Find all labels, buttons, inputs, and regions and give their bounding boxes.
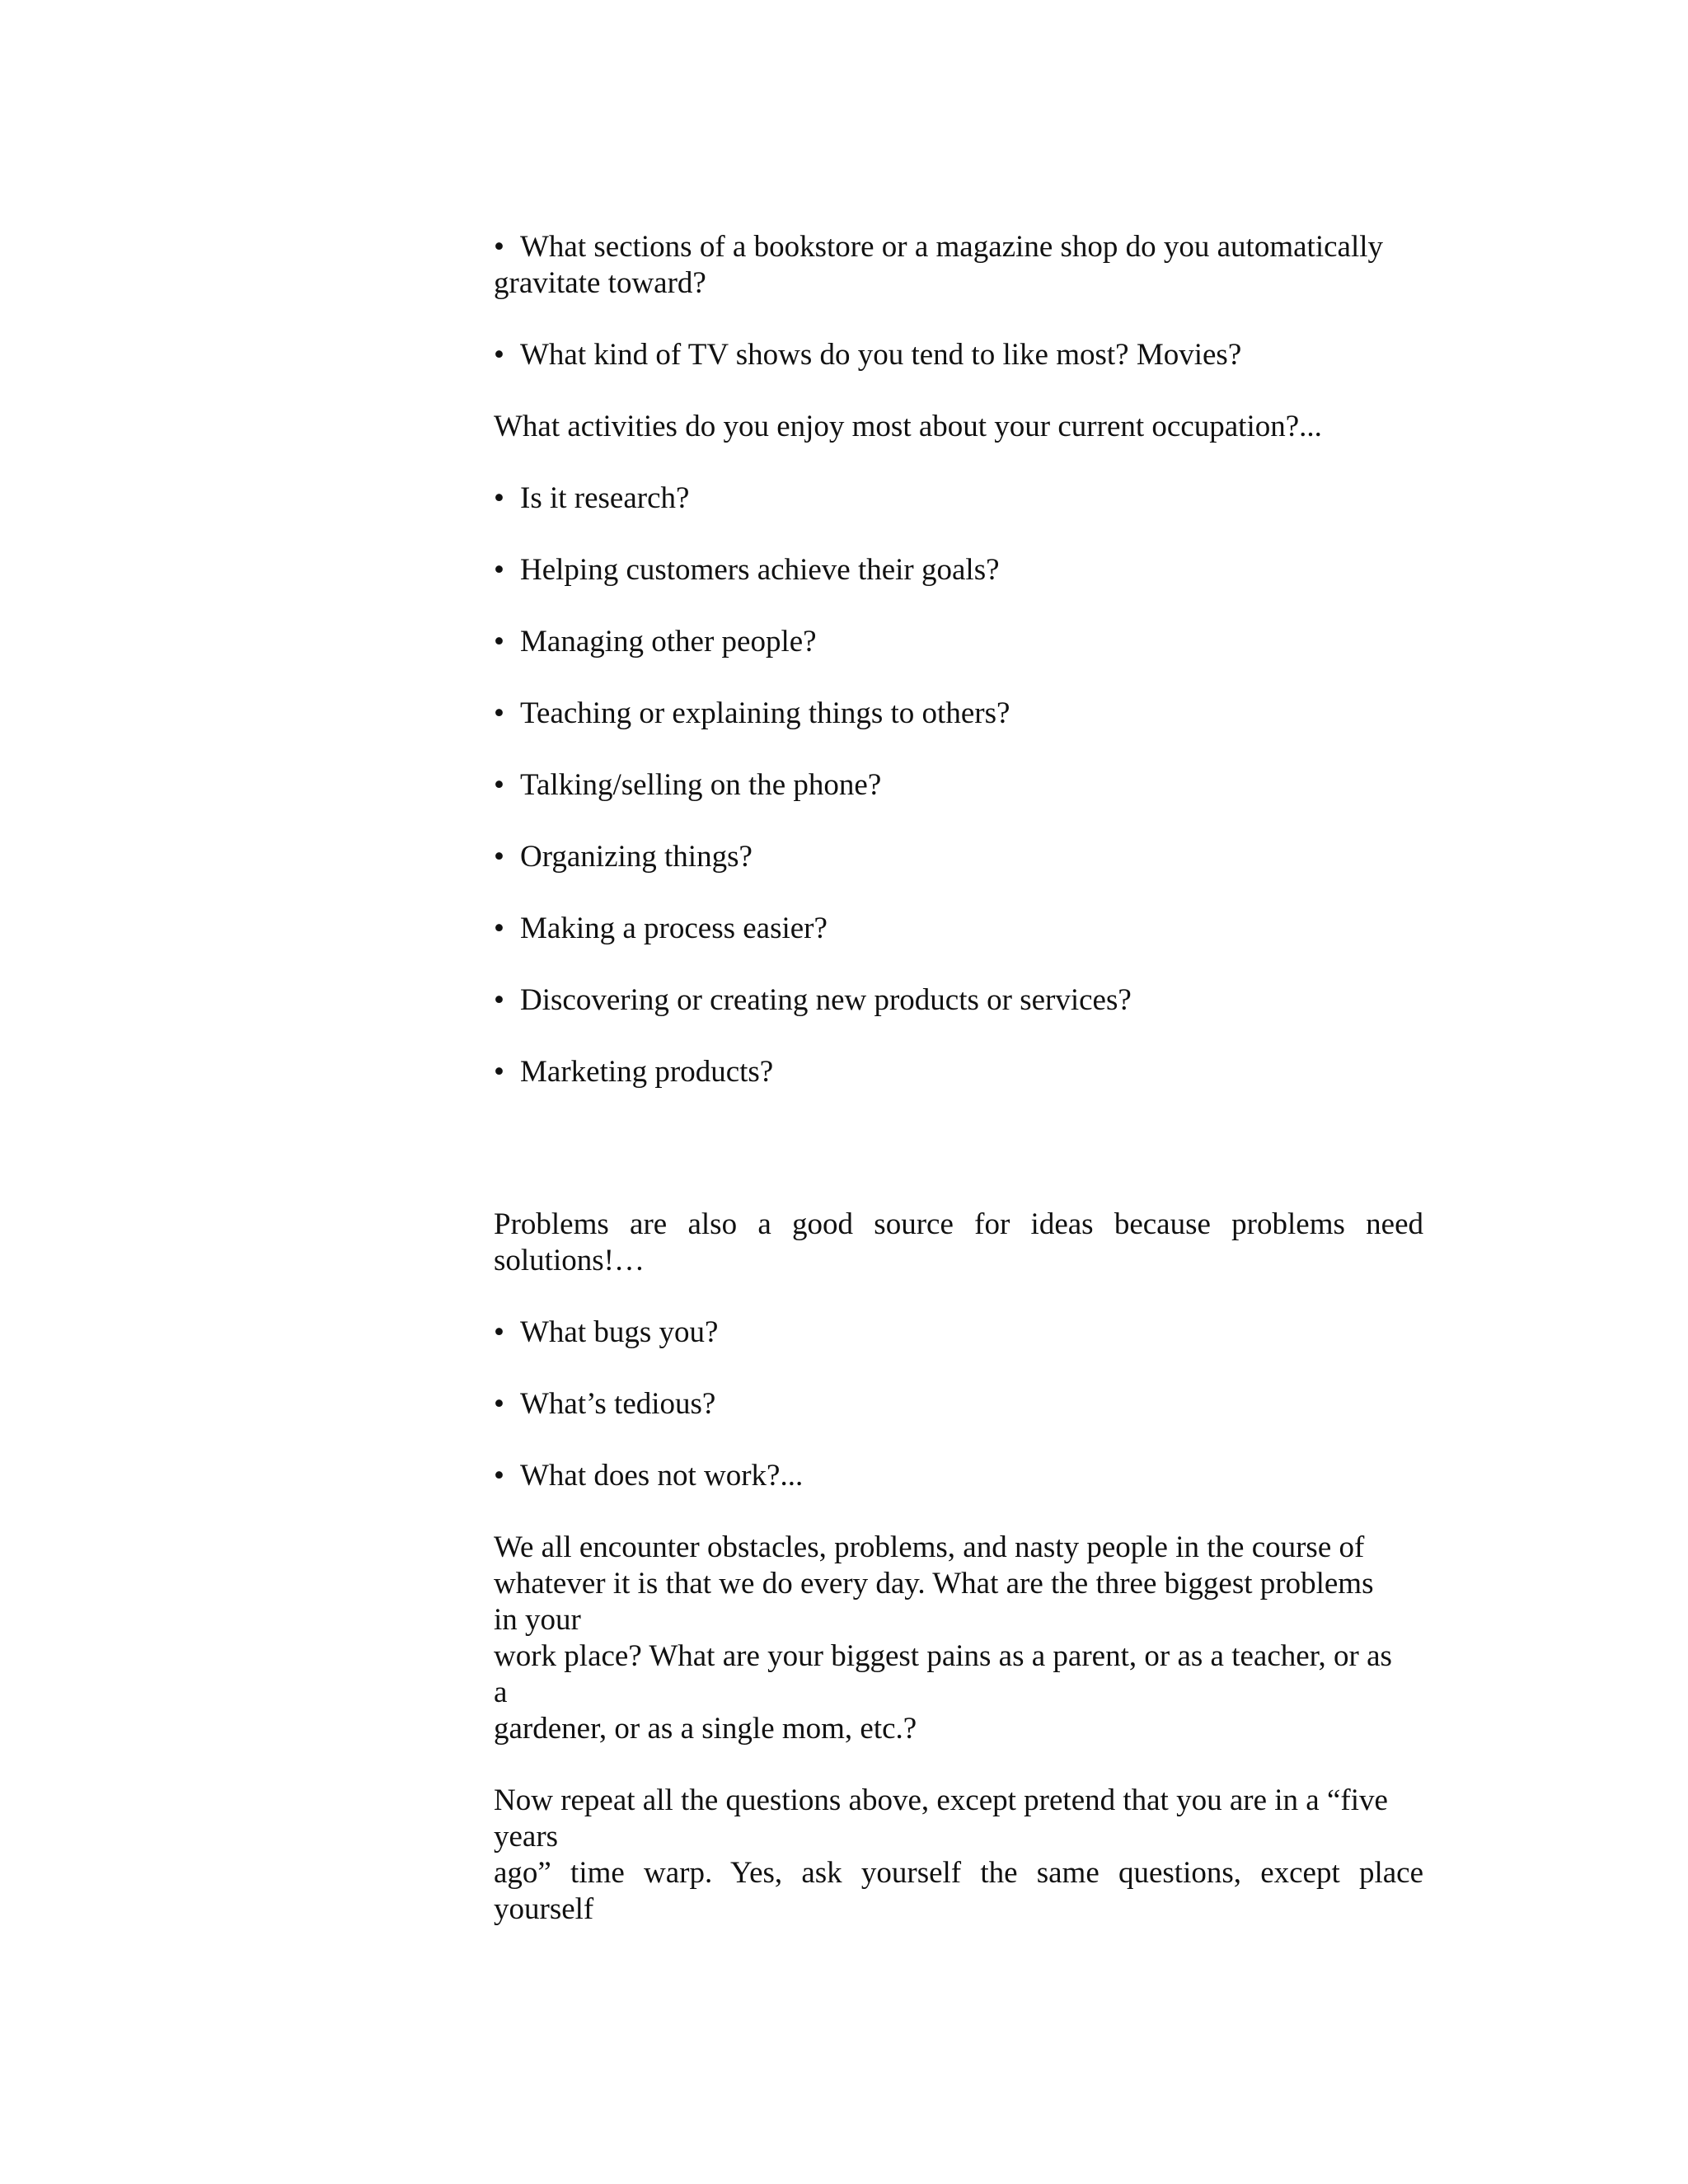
bullet-icon: • [494,1459,504,1493]
obstacles-paragraph-line1: We all encounter obstacles, problems, and nasty people in the course of [494,1530,1365,1564]
list-item [494,1315,1423,1351]
obstacles-paragraph-line6: gardener, or as a single mom, etc.? [494,1712,917,1746]
list-item [494,480,1423,517]
bullet-icon: • [494,696,504,730]
question-tv-shows-text: What kind of TV shows do you tend to like most? Movies? [520,338,1242,372]
obstacles-paragraph-line2: whatever it is that we do every day. What are the three biggest problems [494,1567,1374,1601]
list-item [494,552,1423,588]
list-item-text: Is it research? [520,481,690,515]
problems-intro-line1: Problems are also a good source for ideas because problems need [494,1207,1423,1241]
obstacles-paragraph-line4: work place? What are your biggest pains as a parent, or as a teacher, or as [494,1639,1392,1673]
list-item [494,696,1423,732]
occupation-intro: What activities do you enjoy most about your current occupation?... [494,410,1322,443]
document-body [494,229,1423,1928]
list-item [494,624,1423,660]
list-item-text: Helping customers achieve their goals? [520,553,1000,587]
list-item-text: Marketing products? [520,1055,774,1089]
bullet-icon: • [494,481,504,515]
list-item [494,982,1423,1019]
repeat-paragraph-line2: years [494,1820,559,1854]
question-bookstore [494,229,1423,265]
bullet-icon: • [494,625,504,658]
bullet-icon: • [494,553,504,587]
bullet-icon: • [494,1055,504,1089]
list-item [494,1386,1423,1422]
bullet-icon: • [494,912,504,945]
bullet-icon: • [494,983,504,1017]
list-item-text: What’s tedious? [520,1387,716,1421]
bullet-icon: • [494,338,504,372]
bullet-icon: • [494,768,504,802]
repeat-paragraph-line3: ago” time warp. Yes, ask yourself the same questions, except place [494,1856,1423,1890]
list-item-text: Teaching or explaining things to others? [520,696,1010,730]
list-item-text: What does not work?... [520,1459,804,1493]
question-tv-shows [494,337,1423,373]
bullet-icon: • [494,1387,504,1421]
bullet-icon: • [494,1315,504,1349]
list-item [494,911,1423,947]
repeat-paragraph-line4: yourself [494,1892,594,1926]
question-bookstore-line2: gravitate toward? [494,266,706,300]
list-item [494,767,1423,804]
list-item [494,1458,1423,1494]
bullet-icon: • [494,230,504,264]
question-bookstore-line1: What sections of a bookstore or a magazine shop do you automatically [520,230,1384,264]
obstacles-paragraph-line5: a [494,1675,508,1709]
bullet-icon: • [494,840,504,874]
problems-intro-line2: solutions!… [494,1244,645,1277]
list-item [494,1054,1423,1090]
list-item-text: Making a process easier? [520,912,828,945]
list-item-text: Discovering or creating new products or services? [520,983,1132,1017]
list-item-text: Talking/selling on the phone? [520,768,882,802]
list-item-text: Organizing things? [520,840,753,874]
repeat-paragraph-line1: Now repeat all the questions above, except pretend that you are in a “five [494,1783,1388,1817]
obstacles-paragraph-line3: in your [494,1603,581,1637]
list-item [494,839,1423,875]
list-item-text: Managing other people? [520,625,817,658]
list-item-text: What bugs you? [520,1315,719,1349]
